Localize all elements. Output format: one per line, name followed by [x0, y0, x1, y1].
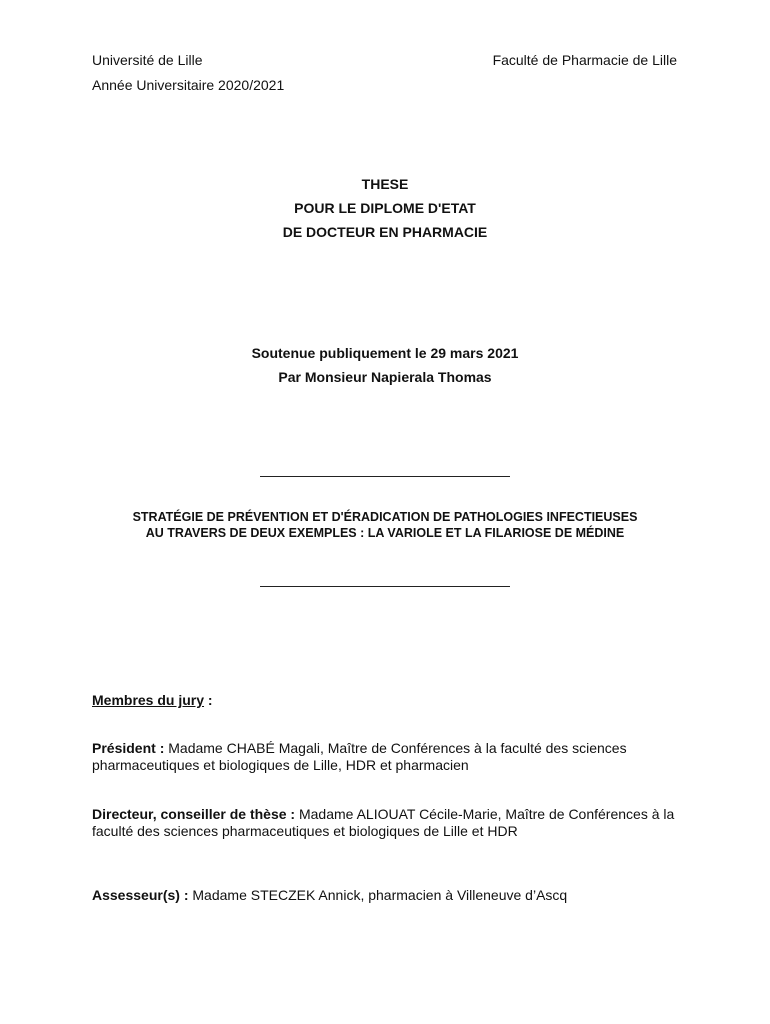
faculty-name: Faculté de Pharmacie de Lille [492, 52, 677, 68]
academic-year: Année Universitaire 2020/2021 [92, 77, 285, 93]
defense-block [0, 341, 770, 389]
jury-description: Madame STECZEK Annick, pharmacien à Villeneuve d’Ascq [188, 887, 568, 903]
jury-heading-colon: : [204, 692, 213, 708]
jury-heading [92, 692, 213, 708]
jury-description: Madame CHABÉ Magali, Maître de Conférences à la faculté des sciences pharmaceutiques et biologiques de Lille, HDR et pharmacien [92, 740, 627, 773]
jury-heading-label: Membres du jury [92, 692, 205, 708]
defense-date: Soutenue publiquement le 29 mars 2021 [251, 345, 519, 361]
title-bottom-divider [260, 586, 510, 587]
jury-director [92, 806, 677, 840]
jury-role: Directeur, conseiller de thèse : [92, 806, 296, 822]
author-name: Par Monsieur Napierala Thomas [278, 369, 492, 385]
thesis-type-line-1: THESE [361, 176, 409, 192]
thesis-title [60, 509, 710, 541]
university-name: Université de Lille [92, 52, 203, 68]
thesis-title-line-2: AU TRAVERS DE DEUX EXEMPLES : LA VARIOLE ET LA FILARIOSE DE MÉDINE [145, 526, 625, 540]
thesis-type-block [0, 172, 770, 244]
thesis-type-line-3: DE DOCTEUR EN PHARMACIE [282, 224, 488, 240]
title-top-divider [260, 476, 510, 477]
thesis-title-line-1: STRATÉGIE DE PRÉVENTION ET D'ÉRADICATION DE PATHOLOGIES INFECTIEUSES [132, 510, 638, 524]
jury-role: Assesseur(s) : [92, 887, 189, 903]
jury-assessor [92, 887, 677, 904]
jury-role: Président : [92, 740, 165, 756]
jury-president [92, 740, 677, 774]
thesis-type-line-2: POUR LE DIPLOME D'ETAT [294, 200, 476, 216]
jury-description: Madame ALIOUAT Cécile-Marie, Maître de Conférences à la faculté des sciences pharmaceutiques et biologiques de Lille et HDR [92, 806, 675, 839]
